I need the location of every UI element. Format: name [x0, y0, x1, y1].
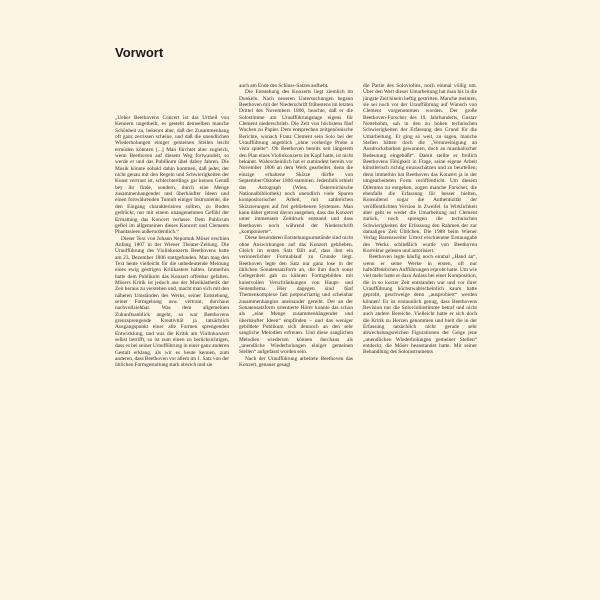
- paragraph: Beethoven legte häufig noch einmal „Hand an“, wenn er seine Werke in ersten, oft nur halböffentlichen Aufführungen erprobt hatte. Um wie viel mehr hatte er dazu Anlass bei einer Komposition, die in so kurzer Zeit entstanden war und vor ihrer Uraufführung höchstwahrscheinlich kaum hatte geprobt, geschweige denn „ausprobiert“ werden können! Es ist erstaunlich genug, dass Beethovens Revision nur die Soloviolinstimme betraf und nicht auch andere Bereiche. Vielleicht hatte er sich doch die Kritik zu Herzen genommen und hielt die in der Erfassung tatsächlich nicht gerade sehr abwechslungsreichen Figurationen der Geige jene „unendlichen Wiederholungen gemeiner Stellen“ entdeckt, die Möser beanstandet hatte. Mit seiner Behandlung des Soloinstruments: [363, 254, 477, 356]
- paragraph: Nach der Uraufführung arbeitete Beethoven das Konzert, genauer gesagt: [239, 355, 353, 369]
- paragraph: Dieser Text von Johann Nepomuk Möser erschien Anfang 1807 in der Wiener Theater-Zeitung. Die Uraufführung des Violinkonzerts Beethovens hatte am 23. Dezember 1806 stattgefunden. Man mag den Text heute vielleicht für die unbedeutende Meinung eines ewig gestrigen Kritikasters halten. Immerhin hatte dem Publikum das Konzert offenbar gefallen. Mösers Kritik ist jedoch aus der Musikästhetik der Zeit heraus zu verstehen und, macht man sich mit den näheren Umständen des Werks, seiner Entstehung, seiner Formgebung usw. vertraut, durchaus nachvollziehbar. Was dem allgemeinen Zukunftsanblick angeht, so war Beethovens grenzsprengende Kreativität ja tatsächlich Ausgangspunkt einer alle Formen sprengenden Entwicklung, und was die Kritik am Violinkonzert selbst betrifft, so ist zum einen zu berücksichtigen, dass es bei seiner Uraufführung in einer ganz anderen Gestalt erklang, als wir es heute kennen, zum anderen, dass Beethoven vor allem im 1. Satz von der üblichen Formgestaltung stark abwich und sie: [115, 235, 229, 369]
- paragraph: die Partie des Soloviolins, noch einmal völlig um. Über den Wert dieser Umarbeitung hat man bis in die jüngste Zeit hinein heftig gestritten. Manche meinten, sie sei noch vor der Uraufführung auf Wunsch von Clement vorgenommen worden. Der große Beethoven-Forscher des 19. Jahrhunderts, Gustav Nottebohm, sah in den zu hohen technischen Schwierigkeiten der Erfassung den Grund für die Umarbeitung. Er ging so weit, zu sagen, manche Stellen hätten doch die „Verunreinigung an Ausdrucksbarkeit gewonnen, doch an musikalischer Bedeutung eingebüßt“. Damit stellte er freilich Beethovens Fähigkeit in Frage, seine eigene Arbeit künstlerisch richtig einzuschätzen und zu beurteilen; denn immerhin hat Beethoven das Konzert ja in der umgearbeiteten Form veröffentlicht. Um diesem Dilemma zu entgehen, zogen manche Forscher, die ebenfalls die Erfassung für besser hielten, Konsultend sogar die Authentizität der veröffentlichten Version in Zweifel. In Wirklichkeit aber geht es weder die Umarbeitung auf Clement zurück, noch sprengen die technischen Schwierigkeiten der Erfassung den Rahmen der zur damaligen Zeit Üblichen. Die 1988 beim Wiener Verlag Barensweiter Urtext erschienene Erstausgabe des Werks schließlich wurde von Beethoven Korrektur gelesen und autorisiert.: [363, 83, 477, 254]
- paragraph: auch am Ende des Schluss-Satzes aufhebt.: [239, 83, 329, 89]
- text-column-3: [363, 83, 477, 593]
- text-column-1: [115, 115, 229, 595]
- section-heading: Vorwort: [115, 45, 164, 60]
- paragraph: „Ueber Beethovens Concert ist das Urtheil von Kennern ungetheilt, es gesteht demselben manche Schönheit zu, bekennt aber, daß der Zusammenhang oft ganz zerrissen scheine, und daß die unendlichen Wiederholungen einiger gemeinen Stellen leicht ermüden könnten [...] Man fürchtet aber zugleich, wenn Beethoven auf diesem Weg fortwandelt, so werde er und das Publikum übel dabey fahren. Die Musik könnte sobald dahin kommen, daß jeder, der nicht genau mit den Regeln und Schwierigkeiten der Kunst vertraut ist, schlechterdings gar keinen Genuß bey ihr finde, sondern, durch eine Menge zusammenhangender und überhäufter Ideen und einen fortwährenden Tumult einiger Instrumente, die den Eingang charakterisiren sollten, zu Boden gedrückt, nur mit einem unangenehmen Gefühl der Ermattung das Koncert verlasse. Dem Publicum gefiel im allgemeinen dieses Koncert und Clements Phantasieen außerordentlich.“: [115, 115, 229, 236]
- text-column-2: [239, 83, 353, 593]
- paragraph: Diese besonderen Entstehungsumstände sind nicht ohne Auswirkungen auf das Konzert geblieben. Gleich im ersten Satz fällt auf, dass ihm ein verinnerlichter Formablauf zu Grunde liegt. Beethoven legte den Satz nur ganz lose in der üblichen Sonatensatzform an, die ihm doch sonst Gelegenheit gab zu kühnen Formgebilden mit kunstvollen Verschränkungen von Haupt- und Seitenthema. Hier dagegen sind fünf Themenkomplexe fast potpourriartig und scheinbar zusammenhanglos aneinander gereiht. Der an der Sonatensatzform orientierte Hörer konnte das schon als „eine Menge zusammenhängender und überhäufter Ideen“ empfinden – und das weniger gebildete Publikum sich dennoch an den sehr sangliche Melodien erfreuen. Und diese sanglichen Melodien wiederum können durchaus als „unendliche Wiederholungen einiger gemeinen Stellen“ aufgefasst worden sein.: [239, 235, 353, 356]
- paragraph: Die Entstehung des Konzerts liegt ziemlich im Dunkeln. Nach neueren Untersuchungen begann Beethoven mit der Niederschrift frühestens im letzten Drittel des Novembers 1806, beachte, daß er die Solostimme am Uraufführungstage eigens für Clement niederschrieb. Die Zeit von höchstens fünf Wochen zu Papier. Dem entsprechen zeitgenössische Berichte, wonach Franz Clement sein Solo bei der Uraufführung angeblich „ohne vorherige Probe a vista spielte“. Ob Beethoven bereits seit längerem den Plan eines Violinkonzerts im Kopf hatte, ist nicht bekannt. Wahrscheinlich hat er zumindest bereits vor November 1806 an dem Werk gearbeitet, denn die einzige erhaltene Skizze dürfte von September/Oktober 1806 stammen. Jedenfalls erhielt das Autograph (Wien, Österreichische Nationalbibliothek) noch unendlich viele Spuren kompositorischer Arbeit, mit zahlreichen Skizzierungen auf frei gebliebenen Systemen. Man kann daher getrost davon ausgehen, dass das Konzert unter immensem Zeitdruck entstand und dass Beethoven noch während der Niederschrift „komponierte“.: [239, 89, 353, 235]
